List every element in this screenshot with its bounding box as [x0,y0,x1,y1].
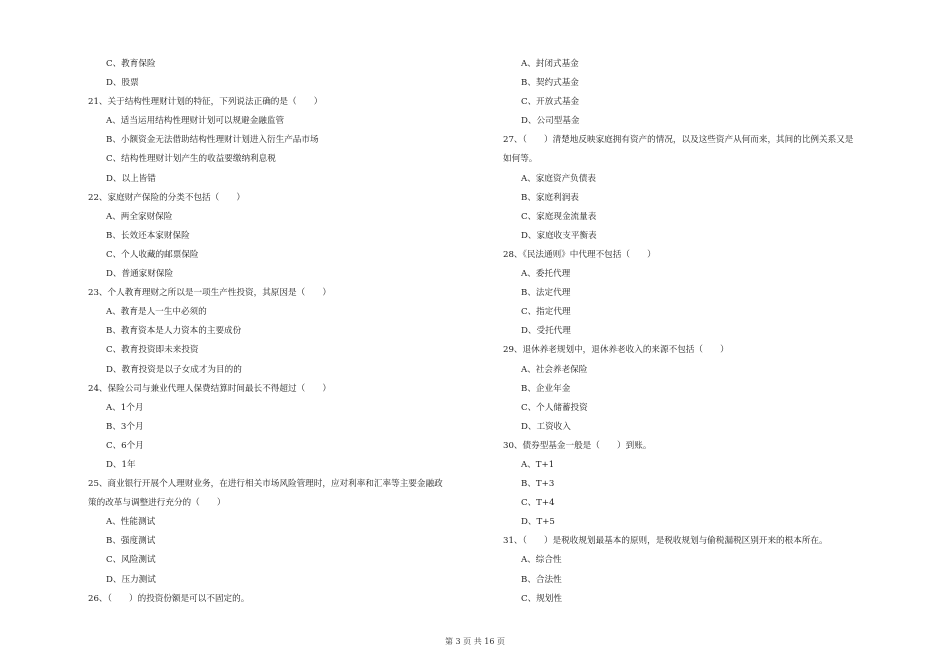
question-option: C、开放式基金 [521,97,580,108]
question-stem-continuation: 如何等。 [503,154,538,165]
question-option: D、普通家财保险 [106,269,174,280]
question-option: B、教育资本是人力资本的主要成份 [106,326,242,337]
question-option: B、3个月 [106,421,144,432]
question-option: A、家庭资产负债表 [521,173,596,184]
question-option: B、长效还本家财保险 [106,230,190,241]
page-footer: 第 3 页 共 16 页 [445,637,505,646]
question-option: B、合法性 [521,574,562,585]
question-option: A、1个月 [106,402,144,413]
left-column [88,55,493,609]
question-option: A、社会养老保险 [521,364,588,375]
question-option: A、封闭式基金 [521,59,579,69]
question-stem: 31、（ ）是税收规划最基本的原则，是税收规划与偷税漏税区别开来的根本所在。 [503,536,828,547]
question-stem: 21、关于结构性理财计划的特征，下列说法正确的是（ ） [88,97,323,108]
question-option: B、强度测试 [106,536,156,547]
question-stem: 27、（ ）清楚地反映家庭拥有资产的情况，以及这些资产从何而来，其间的比例关系又是 [503,135,854,146]
question-option: C、风险测试 [106,555,156,566]
question-option: A、教育是人一生中必须的 [106,307,207,318]
question-option: B、家庭利润表 [521,192,579,203]
question-option: A、性能测试 [106,517,156,528]
question-option: C、6个月 [106,440,144,451]
question-stem-continuation: 策的改革与调整进行充分的（ ） [88,498,226,509]
question-option: D、家庭收支平衡表 [521,230,597,241]
question-option: D、1年 [106,459,136,470]
question-option: C、教育保险 [106,59,156,69]
question-stem: 24、保险公司与兼业代理人保费结算时间最长不得超过（ ） [88,383,331,394]
question-option: A、综合性 [521,555,562,566]
question-option: C、指定代理 [521,307,571,318]
question-option: D、公司型基金 [521,116,580,127]
question-option: B、小额资金无法借助结构性理财计划进入衍生产品市场 [106,135,319,146]
question-option: D、压力测试 [106,574,156,585]
question-option: C、个人储蓄投资 [521,402,588,413]
question-stem: 23、个人教育理财之所以是一项生产性投资，其原因是（ ） [88,288,331,299]
question-option: D、工资收入 [521,421,571,432]
question-option: C、家庭现金流量表 [521,211,597,222]
question-option: B、契约式基金 [521,78,579,89]
question-option: C、个人收藏的邮票保险 [106,249,199,260]
question-option: C、T+4 [521,498,555,509]
question-option: C、规划性 [521,593,562,604]
question-option: A、两全家财保险 [106,211,173,222]
question-option: A、T+1 [521,459,555,470]
question-option: D、以上皆错 [106,173,156,184]
question-option: D、T+5 [521,517,555,528]
question-option: D、受托代理 [521,326,571,337]
question-option: B、法定代理 [521,288,571,299]
question-stem: 28、《民法通则》中代理不包括（ ） [503,249,656,260]
question-option: C、教育投资即未来投资 [106,345,199,356]
question-option: D、教育投资是以子女成才为目的的 [106,364,242,375]
question-option: B、企业年金 [521,383,571,394]
question-option: B、T+3 [521,479,555,490]
question-option: A、委托代理 [521,269,571,280]
question-stem: 30、债券型基金一般是（ ）到账。 [503,440,652,451]
right-column [503,55,863,609]
question-option: A、适当运用结构性理财计划可以规避金融监管 [106,116,285,127]
question-stem: 29、退休养老规划中，退休养老收入的来源不包括（ ） [503,345,729,356]
question-stem: 26、（ ）的投资份额是可以不固定的。 [88,593,250,604]
question-stem: 22、家庭财产保险的分类不包括（ ） [88,192,246,203]
question-stem: 25、商业银行开展个人理财业务，在进行相关市场风险管理时，应对利率和汇率等主要金融政 [88,479,443,490]
question-option: C、结构性理财计划产生的收益要缴纳利息税 [106,154,276,165]
question-option: D、股票 [106,78,139,89]
